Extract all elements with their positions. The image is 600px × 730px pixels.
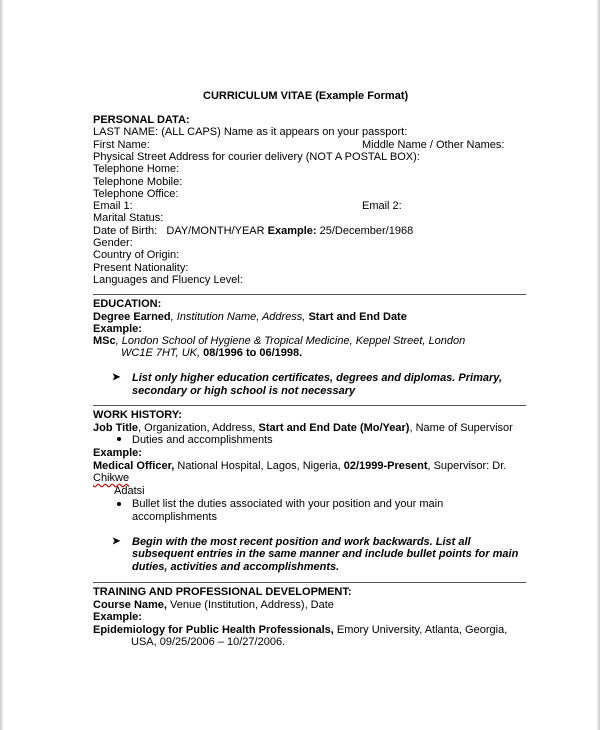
middle-name-field: Middle Name / Other Names: — [362, 139, 505, 151]
page-left-shadow — [0, 0, 3, 730]
languages-field: Languages and Fluency Level: — [93, 274, 243, 286]
education-example-line2 — [121, 347, 302, 360]
work-bullet-duties: Duties and accomplishments — [132, 434, 273, 446]
personal-heading: PERSONAL DATA: — [93, 114, 190, 126]
work-bullet-line1: Bullet list the duties associated with your position and your main — [132, 498, 444, 510]
example-degree: MSc — [93, 335, 116, 347]
section-divider — [93, 582, 526, 583]
document-title: CURRICULUM VITAE (Example Format) — [203, 90, 409, 102]
dob-format: DAY/MONTH/YEAR — [166, 225, 265, 237]
work-example-line1 — [93, 460, 506, 473]
example-venue: Emory University, Atlanta, Georgia, — [336, 624, 508, 636]
gender-field: Gender: — [93, 237, 133, 249]
work-note-line2: subsequent entries in the same manner and include bullet points for main — [132, 548, 519, 560]
arrow-bullet-icon: ➤ — [112, 536, 121, 547]
work-bullet-line2: accomplishments — [132, 511, 217, 523]
education-example-label: Example: — [93, 323, 142, 335]
example-supervisor-lastname: Adatsi — [114, 485, 145, 497]
email2-field: Email 2: — [362, 200, 402, 212]
arrow-bullet-icon: ➤ — [112, 372, 121, 383]
section-divider — [93, 405, 526, 406]
institution-label: , Institution Name, Address, — [170, 311, 306, 323]
training-example-label: Example: — [93, 611, 142, 623]
work-dates-label: Start and End Date (Mo/Year) — [258, 422, 410, 434]
training-heading: TRAINING AND PROFESSIONAL DEVELOPMENT: — [93, 586, 352, 598]
training-example-line2: USA, 09/25/2006 – 10/27/2006. — [131, 636, 286, 648]
nationality-field: Present Nationality: — [93, 262, 189, 274]
example-organization: National Hospital, Lagos, Nigeria, — [177, 460, 341, 472]
work-note-line3: duties, activities and accomplishments. — [132, 561, 340, 573]
education-note-line1: List only higher education certificates, degrees and diplomas. Primary, — [132, 372, 503, 384]
section-divider — [93, 294, 526, 295]
work-heading: WORK HISTORY: — [93, 409, 183, 421]
example-supervisor-name: Chikwe — [93, 472, 130, 484]
start-end-date-label: Start and End Date — [308, 311, 407, 323]
telephone-office-field: Telephone Office: — [93, 188, 179, 200]
address-field: Physical Street Address for courier delivery (NOT A POSTAL BOX): — [93, 151, 420, 163]
telephone-mobile-field: Telephone Mobile: — [93, 176, 183, 188]
example-supervisor-label: , Supervisor: Dr. — [427, 460, 507, 472]
example-work-dates: 02/1999-Present — [343, 460, 428, 472]
bullet-icon — [117, 502, 121, 506]
dob-example-label: Example: — [267, 225, 317, 237]
venue-label: Venue (Institution, Address), Date — [170, 599, 334, 611]
email1-field: Email 1: — [93, 200, 133, 212]
supervisor-label: , Name of Supervisor — [409, 422, 513, 434]
course-name-label: Course Name, — [93, 599, 167, 611]
education-heading: EDUCATION: — [93, 298, 162, 310]
example-institution: , London School of Hygiene & Tropical Medicine, Keppel Street, London — [115, 335, 466, 347]
organization-label: , Organization, Address, — [138, 422, 256, 434]
example-dates: 08/1996 to 06/1998. — [203, 347, 303, 359]
marital-status-field: Marital Status: — [93, 212, 164, 224]
country-origin-field: Country of Origin: — [93, 249, 180, 261]
example-job-title: Medical Officer, — [93, 460, 175, 472]
example-course: Epidemiology for Public Health Professionals, — [93, 624, 334, 636]
date-of-birth-field — [93, 225, 413, 238]
telephone-home-field: Telephone Home: — [93, 163, 180, 175]
degree-earned-label: Degree Earned — [93, 311, 171, 323]
last-name-field: LAST NAME: (ALL CAPS) Name as it appears on your passport: — [93, 126, 408, 138]
bullet-icon — [117, 437, 121, 441]
work-note-line1: Begin with the most recent position and work backwards. List all — [132, 536, 471, 548]
first-name-field: First Name: — [93, 139, 150, 151]
dob-label: Date of Birth: — [93, 225, 158, 237]
dob-example-value: 25/December/1968 — [319, 225, 414, 237]
education-note-line2: secondary or high school is not necessary — [132, 385, 356, 397]
work-example-label: Example: — [93, 447, 142, 459]
example-address: WC1E 7HT, UK, — [121, 347, 201, 359]
job-title-label: Job Title — [93, 422, 139, 434]
